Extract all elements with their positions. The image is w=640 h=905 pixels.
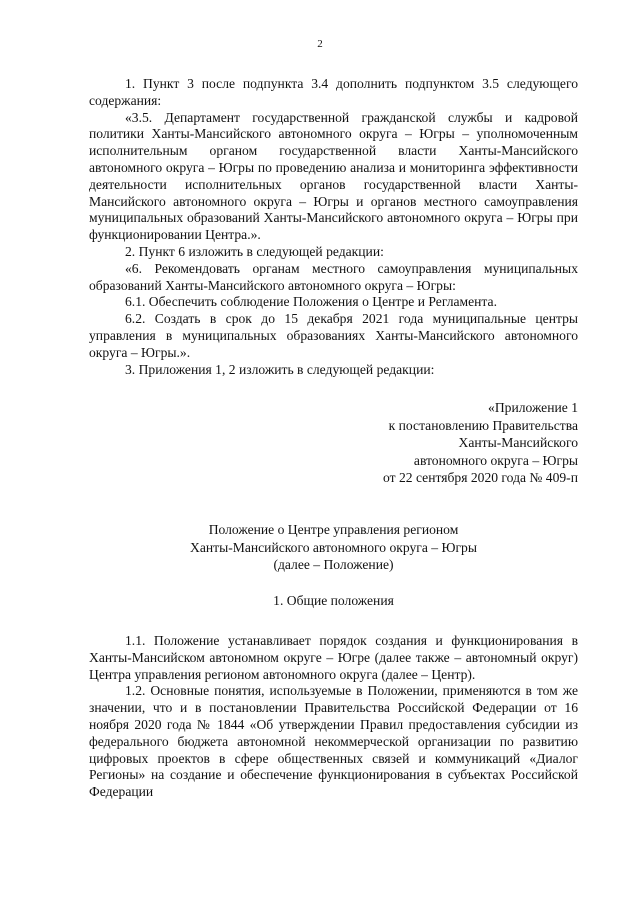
appendix-line: Ханты-Мансийского: [458, 435, 578, 451]
document-body: [89, 76, 578, 801]
appendix-line: «Приложение 1: [488, 400, 578, 416]
amendment-paragraph-1: 1. Пункт 3 после подпункта 3.4 дополнить подпунктом 3.5 следующего содержания:: [89, 76, 578, 108]
title-line: (далее – Положение): [273, 557, 394, 573]
amendment-paragraph-6-2: 6.2. Создать в срок до 15 декабря 2021 года муниципальные центры управления в муниципальных образованиях Ханты-Мансийского автономного округа – Югры.».: [89, 311, 578, 360]
regulation-title: [89, 521, 578, 574]
appendix-line: от 22 сентября 2020 года № 409-п: [383, 470, 578, 486]
amendment-paragraph-6: «6. Рекомендовать органам местного самоуправления муниципальных образований Ханты-Мансийского автономного округа – Югры:: [89, 260, 578, 293]
page-number: 2: [317, 38, 323, 50]
amendment-paragraph-3: 3. Приложения 1, 2 изложить в следующей редакции:: [125, 361, 435, 377]
amendment-paragraph-6-1: 6.1. Обеспечить соблюдение Положения о Центре и Регламента.: [125, 294, 497, 310]
regulation-paragraph-1-1: 1.1. Положение устанавливает порядок создания и функционирования в Ханты-Мансийском автономном округе – Югре (далее также – автономный округ) Центра управления регионом автономного округа (далее – Центр).: [89, 633, 578, 682]
section-heading: 1. Общие положения: [273, 593, 394, 609]
amendment-paragraph-3-5: «3.5. Департамент государственной гражданской службы и кадровой политики Ханты-Мансийского автономного округа – Югры – уполномоченным исполнительным органом государственной власти Ханты-Мансийского автономного округа – Югры по проведению анализа и мониторинга эффективности деятельности исполнительных органов государственной власти Ханты-Мансийского автономного округа – Югры и органов местного самоуправления муниципальных образований Ханты-Мансийского автономного округа – Югры при функционировании Центра.».: [89, 109, 578, 243]
appendix-line: к постановлению Правительства: [388, 417, 578, 433]
appendix-reference: [89, 399, 578, 487]
title-line: Ханты-Мансийского автономного округа – Югры: [190, 539, 477, 555]
regulation-paragraph-1-2: 1.2. Основные понятия, используемые в Положении, применяются в том же значении, что и в постановлении Правительства Российской Федерации от 16 ноября 2020 года № 1844 «Об утверждении Правил предоставления субсидии из федерального бюджета автономной некоммерческой организации по развитию цифровых проектов в сфере общественных связей и коммуникаций «Диалог Регионы» на создание и обеспечение функционирования в субъектах Российской Федерации: [89, 683, 578, 800]
title-line: Положение о Центре управления регионом: [208, 521, 459, 537]
amendment-paragraph-2: 2. Пункт 6 изложить в следующей редакции:: [125, 243, 384, 259]
appendix-line: автономного округа – Югры: [413, 452, 578, 468]
